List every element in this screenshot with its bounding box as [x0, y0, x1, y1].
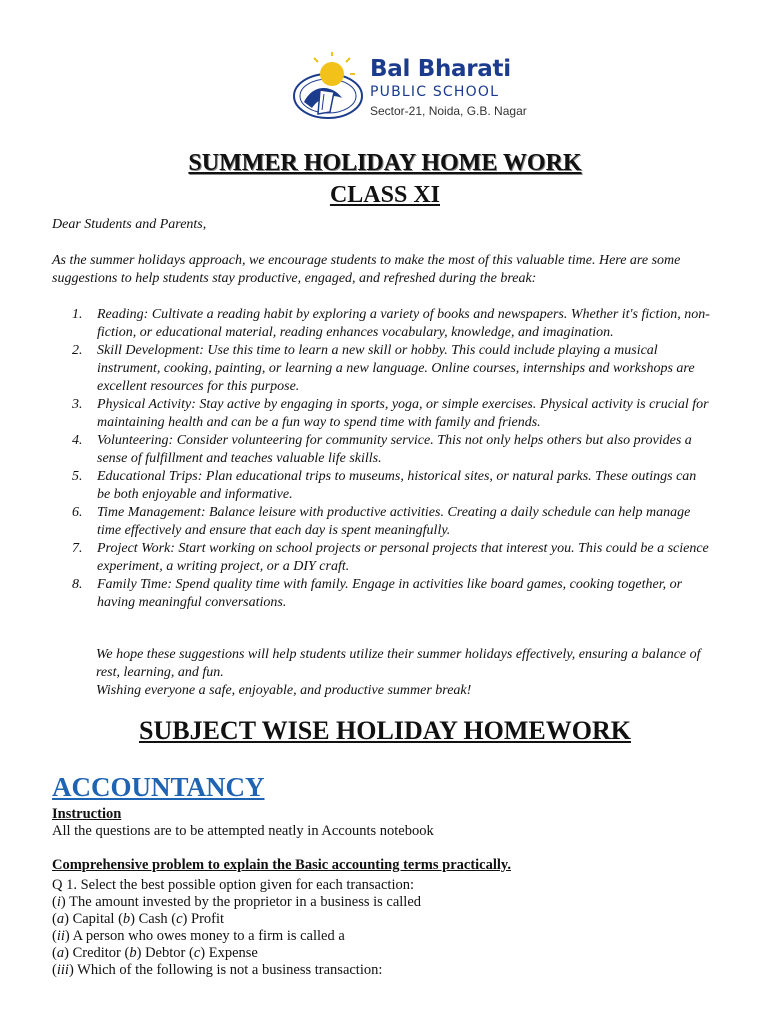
list-item: 5. Educational Trips: Plan educational trips to museums, historical sites, or natural parks. These outings can be both enjoyable and informative. — [72, 469, 697, 502]
closing-text: We hope these suggestions will help students utilize their summer holidays effectively, ensuring a balance of rest, learning, and fun. — [96, 647, 701, 680]
list-item: 8. Family Time: Spend quality time with family. Engage in activities like board games, cooking together, or having meaningful conversations. — [72, 577, 683, 610]
section-title-accountancy: ACCOUNTANCY — [52, 772, 265, 802]
instruction-text: All the questions are to be attempted neatly in Accounts notebook — [52, 823, 434, 839]
school-subtitle: PUBLIC SCHOOL — [370, 84, 500, 100]
school-emblem-icon — [290, 52, 368, 128]
intro-paragraph: As the summer holidays approach, we encourage students to make the most of this valuable time. Here are some suggestions to help students stay productive, engaged, and refreshed during the break: — [52, 253, 681, 286]
list-item: 4. Volunteering: Consider volunteering for community service. This not only helps others but also provides a sense of fulfillment and teaches valuable life skills. — [72, 433, 692, 466]
closing-paragraph — [96, 646, 716, 700]
page-title: SUMMER HOLIDAY HOME WORK — [188, 150, 582, 176]
instruction-label: Instruction — [52, 806, 122, 822]
question-line: Q 1. Select the best possible option given for each transaction: — [52, 877, 415, 893]
school-logo — [290, 52, 527, 130]
suggestion-list — [52, 306, 712, 612]
subject-heading: SUBJECT WISE HOLIDAY HOMEWORK — [139, 716, 631, 745]
question-block — [52, 877, 421, 979]
problem-heading: Comprehensive problem to explain the Basic accounting terms practically. — [52, 857, 512, 873]
list-item: 7. Project Work: Start working on school projects or personal projects that interest you. This could be a science experiment, a writing project, or a DIY craft. — [72, 541, 709, 574]
list-item: 3. Physical Activity: Stay active by engaging in sports, yoga, or simple exercises. Physical activity is crucial for maintaining health and can be a fun way to spend time with family and friends. — [72, 397, 709, 430]
list-item: 6. Time Management: Balance leisure with productive activities. Creating a daily schedule can help manage time effectively and ensure that each day is spent meaningfully. — [72, 505, 691, 538]
option-line: (a) Capital (b) Cash (c) Profit — [52, 911, 225, 927]
option-line: (a) Creditor (b) Debtor (c) Expense — [52, 945, 258, 961]
closing-wish: Wishing everyone a safe, enjoyable, and productive summer break! — [96, 683, 472, 698]
school-name: Bal Bharati — [370, 56, 511, 82]
greeting: Dear Students and Parents, — [52, 217, 207, 232]
list-item: 1. Reading: Cultivate a reading habit by exploring a variety of books and newspapers. Whether it's fiction, non-fiction, or educational material, reading enhances vocabulary, knowledge, and imagination. — [72, 307, 710, 340]
school-location: Sector-21, Noida, G.B. Nagar — [370, 104, 527, 118]
question-line: (iii) Which of the following is not a business transaction: — [52, 962, 383, 978]
question-line: (i) The amount invested by the proprietor in a business is called — [52, 894, 422, 910]
question-line: (ii) A person who owes money to a firm is called a — [52, 928, 345, 944]
list-item: 2. Skill Development: Use this time to learn a new skill or hobby. This could include playing a musical instrument, cooking, painting, or learning a new language. Online courses, internships and workshops are excellent resources for this purpose. — [72, 343, 695, 394]
class-title: CLASS XI — [329, 182, 441, 208]
